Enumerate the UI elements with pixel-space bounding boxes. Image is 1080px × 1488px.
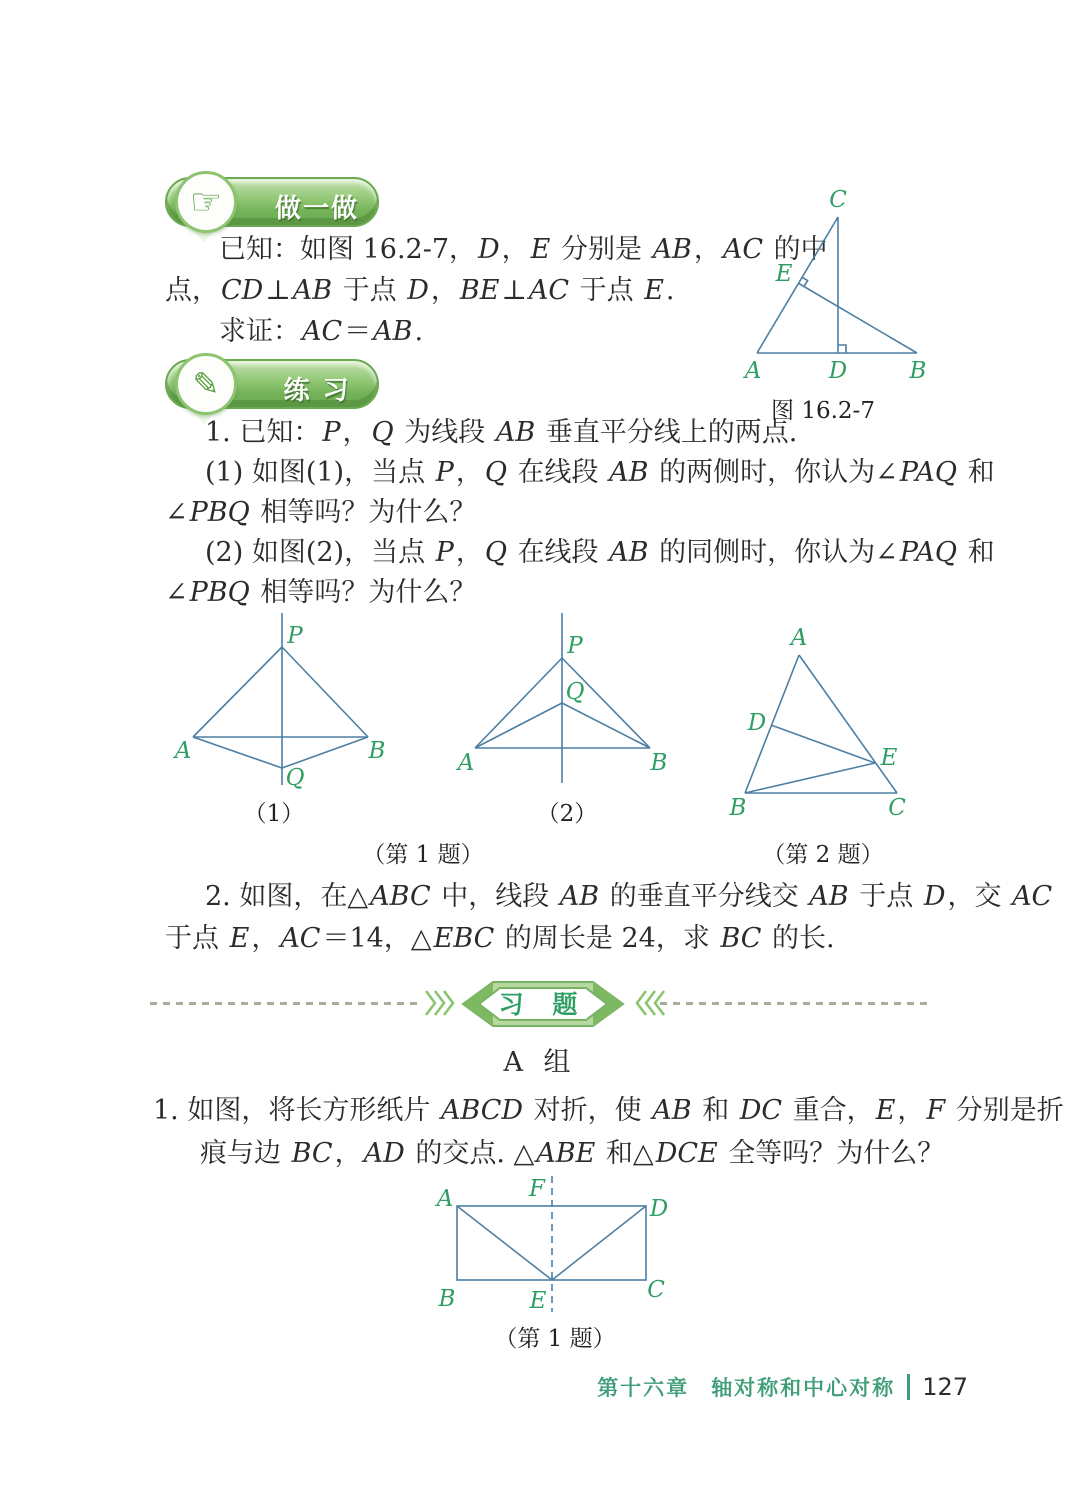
point-label-C: C xyxy=(647,1277,665,1303)
segment-AC xyxy=(799,655,897,793)
do-it-icon-circle xyxy=(175,171,237,233)
figure-1-caption: （1） xyxy=(243,801,305,827)
practice-icon-circle xyxy=(175,353,237,415)
practice-q2-line-1: 2. 如图，在△ABC 中，线段 AB 的垂直平分线交 AB 于点 D，交 AC xyxy=(205,881,1053,912)
point-label-E: E xyxy=(775,261,793,287)
divider-dash-left xyxy=(150,1002,422,1005)
exercise-q1-line-1: 1. 如图，将长方形纸片 ABCD 对折，使 AB 和 DC 重合，E，F 分别是折 xyxy=(153,1095,1064,1126)
segment-AE xyxy=(457,1206,552,1280)
figure-rectangle-fold xyxy=(420,1168,730,1318)
footer-separator xyxy=(907,1374,910,1400)
point-label-D: D xyxy=(828,358,848,384)
segment-QB xyxy=(282,737,368,768)
point-label-D: D xyxy=(649,1196,669,1222)
figure-2-caption: （2） xyxy=(536,801,598,827)
segment-DE xyxy=(552,1206,646,1280)
point-label-B: B xyxy=(368,738,385,764)
point-label-B: B xyxy=(909,358,927,384)
exercises-badge xyxy=(455,980,631,1028)
segment-QB xyxy=(562,703,650,748)
point-label-A: A xyxy=(436,1186,454,1212)
point-label-F: F xyxy=(529,1176,545,1202)
segment-DE xyxy=(771,725,875,763)
segment-AC xyxy=(757,217,838,353)
right-angle-mark-D xyxy=(838,345,846,353)
chevrons-left-icon xyxy=(634,988,666,1018)
practice-line-2: (1) 如图(1)，当点 P，Q 在线段 AB 的两侧时，你认为∠PAQ 和 xyxy=(205,457,995,488)
exercises-badge-label: 习 题 xyxy=(498,990,588,1019)
practice-line-4: (2) 如图(2)，当点 P，Q 在线段 AB 的同侧时，你认为∠PAQ 和 xyxy=(205,537,995,568)
figure-2 xyxy=(430,605,670,795)
point-label-D: D xyxy=(747,710,767,736)
point-label-P: P xyxy=(567,633,583,659)
do-text-line-2: 点，CD⊥AB 于点 D，BE⊥AC 于点 E. xyxy=(165,275,675,306)
do-it-banner-label: 做一做 xyxy=(274,194,359,224)
figures-1-2-caption: （第 1 题） xyxy=(362,842,484,868)
page-footer xyxy=(597,1372,968,1402)
point-label-E: E xyxy=(529,1288,547,1314)
figure-problem-2-caption: （第 2 题） xyxy=(762,842,884,868)
segment-BE xyxy=(745,763,875,793)
point-label-B: B xyxy=(729,795,747,821)
point-label-Q: Q xyxy=(565,679,585,705)
figure-1 xyxy=(155,605,385,795)
group-a-heading: A 组 xyxy=(503,1047,577,1078)
footer-chapter: 第十六章 xyxy=(597,1376,690,1400)
figure-16-2-7 xyxy=(720,185,1020,390)
segment-PB xyxy=(282,647,368,737)
page-number: 127 xyxy=(922,1373,968,1401)
practice-q2-line-2: 于点 E，AC＝14，△EBC 的周长是 24，求 BC 的长. xyxy=(165,923,835,954)
point-label-E: E xyxy=(880,745,898,771)
point-label-A: A xyxy=(744,358,762,384)
practice-banner-label: 练 习 xyxy=(283,376,351,406)
point-label-A: A xyxy=(174,738,192,764)
pencil-icon: ✎ xyxy=(192,365,220,403)
hand-pointer-icon: ☞ xyxy=(189,181,223,223)
segment-PA xyxy=(475,658,562,748)
do-text-line-1: 已知：如图 16.2-7，D，E 分别是 AB，AC 的中 xyxy=(219,234,828,265)
point-label-C: C xyxy=(829,187,847,213)
figure-rectangle-caption: （第 1 题） xyxy=(494,1326,616,1352)
practice-line-1: 1. 已知：P，Q 为线段 AB 垂直平分线上的两点. xyxy=(205,417,798,448)
point-label-P: P xyxy=(287,623,303,649)
chevrons-right-icon xyxy=(424,988,456,1018)
point-label-C: C xyxy=(888,795,906,821)
segment-AQ xyxy=(193,737,282,768)
segment-PA xyxy=(193,647,282,737)
practice-banner xyxy=(165,359,379,409)
exercise-q1-line-2: 痕与边 BC，AD 的交点. △ABE 和△DCE 全等吗？为什么？ xyxy=(200,1138,945,1169)
segment-QA xyxy=(475,703,562,748)
practice-line-5: ∠PBQ 相等吗？为什么？ xyxy=(165,577,477,608)
divider-dash-right xyxy=(660,1002,930,1005)
point-label-A: A xyxy=(457,750,475,776)
point-label-A: A xyxy=(790,625,808,651)
do-text-line-3: 求证：AC＝AB. xyxy=(219,316,424,347)
practice-line-3: ∠PBQ 相等吗？为什么？ xyxy=(165,497,477,528)
point-label-B: B xyxy=(650,750,668,776)
figure-16-2-7-caption: 图 16.2-7 xyxy=(771,398,875,424)
do-it-banner xyxy=(165,177,379,227)
point-label-B: B xyxy=(438,1286,456,1312)
point-label-Q: Q xyxy=(285,765,305,791)
footer-title: 轴对称和中心对称 xyxy=(711,1376,896,1400)
segment-BE xyxy=(798,283,917,353)
figure-problem-2 xyxy=(710,605,940,825)
